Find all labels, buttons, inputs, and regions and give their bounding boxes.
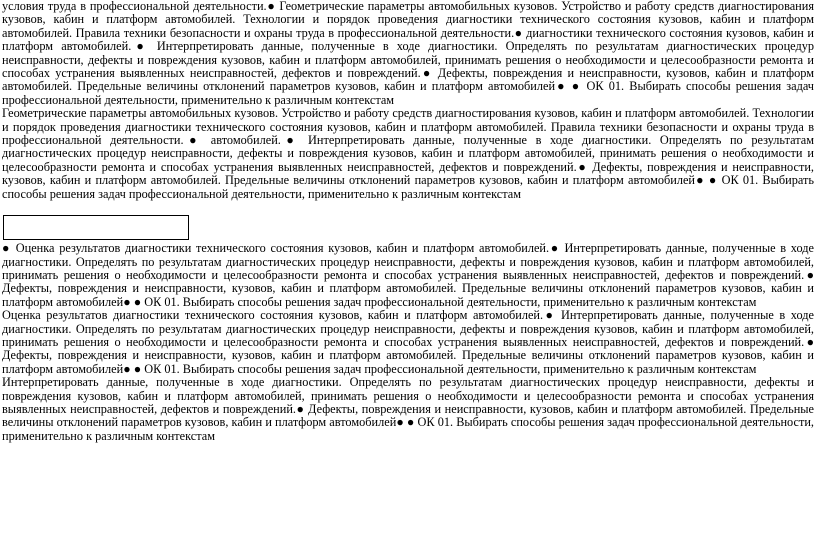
paragraph-assessment-2: Оценка результатов диагностики технического состояния кузовов, кабин и платформ автомобилей.● Интерпретировать данные, полученные в ходе диагностики. Определять по результатам диагностических процедур неисправности, дефекты и повреждения кузовов, кабин и платформ автомобилей, принимать решения о необходимости и целесообразности ремонта и способах устранения выявленных неисправностей, дефектов и повреждений.● Дефекты, повреждения и неисправности, кузовов, кабин и платформ автомобилей. Предельные величины отклонений параметров кузовов, кабин и платформ автомобилей● ● ОК 01. Выбирать способы решения задач профессиональной деятельности, применительно к различным контекстам <box>2 308 814 376</box>
paragraph-assessment-1: ● Оценка результатов диагностики технического состояния кузовов, кабин и платформ автомобилей.● Интерпретировать данные, полученные в ходе диагностики. Определять по результатам диагностических процедур неисправности, дефекты и повреждения кузовов, кабин и платформ автомобилей, принимать решения о необходимости и целесообразности ремонта и способах устранения выявленных неисправностей, дефектов и повреждений.● Дефекты, повреждения и неисправности, кузовов, кабин и платформ автомобилей. Предельные величины отклонений параметров кузовов, кабин и платформ автомобилей● ● ОК 01. Выбирать способы решения задач профессиональной деятельности, применительно к различным контекстам <box>2 241 814 309</box>
blank-line <box>2 201 814 214</box>
paragraph-competency-2: Геометрические параметры автомобильных кузовов. Устройство и работу средств диагностирования кузовов, кабин и платформ автомобилей. Технологии и порядок проведения диагностики технического состояния кузовов, кабин и платформ автомобилей. Правила техники безопасности и охраны труда в профессиональной деятельности.● автомобилей.● Интерпретировать данные, полученные в ходе диагностики. Определять по результатам диагностических процедур неисправности, дефекты и повреждения кузовов, кабин и платформ автомобилей, принимать решения о необходимости и целесообразности ремонта и способах устранения выявленных неисправностей, дефектов и повреждений.● Дефекты, повреждения и неисправности, кузовов, кабин и платформ автомобилей. Предельные величины отклонений параметров кузовов, кабин и платформ автомобилей● ● ОК 01. Выбирать способы решения задач профессиональной деятельности, применительно к различным контекстам <box>2 106 814 201</box>
empty-table-cell <box>3 215 189 240</box>
paragraph-competency-1: условия труда в профессиональной деятельности.● Геометрические параметры автомобильных кузовов. Устройство и работу средств диагностирования кузовов, кабин и платформ автомобилей. Технологии и порядок проведения диагностики технического состояния кузовов, кабин и платформ автомобилей. Правила техники безопасности и охраны труда в профессиональной деятельности.● диагностики технического состояния кузовов, кабин и платформ автомобилей.● Интерпретировать данные, полученные в ходе диагностики. Определять по результатам диагностических процедур неисправности, дефекты и повреждения кузовов, кабин и платформ автомобилей, принимать решения о необходимости и целесообразности ремонта и способах устранения выявленных неисправностей, дефектов и повреждений.● Дефекты, повреждения и неисправности, кузовов, кабин и платформ автомобилей. Предельные величины отклонений параметров кузовов, кабин и платформ автомобилей● ● ОК 01. Выбирать способы решения задач профессиональной деятельности, применительно к различным контекстам <box>2 0 814 107</box>
paragraph-interpretation: Интерпретировать данные, полученные в ходе диагностики. Определять по результатам диагностических процедур неисправности, дефекты и повреждения кузовов, кабин и платформ автомобилей, принимать решения о необходимости и целесообразности ремонта и способах устранения выявленных неисправностей, дефектов и повреждений.● Дефекты, повреждения и неисправности, кузовов, кабин и платформ автомобилей. Предельные величины отклонений параметров кузовов, кабин и платформ автомобилей● ● ОК 01. Выбирать способы решения задач профессиональной деятельности, применительно к различным контекстам <box>2 375 814 443</box>
